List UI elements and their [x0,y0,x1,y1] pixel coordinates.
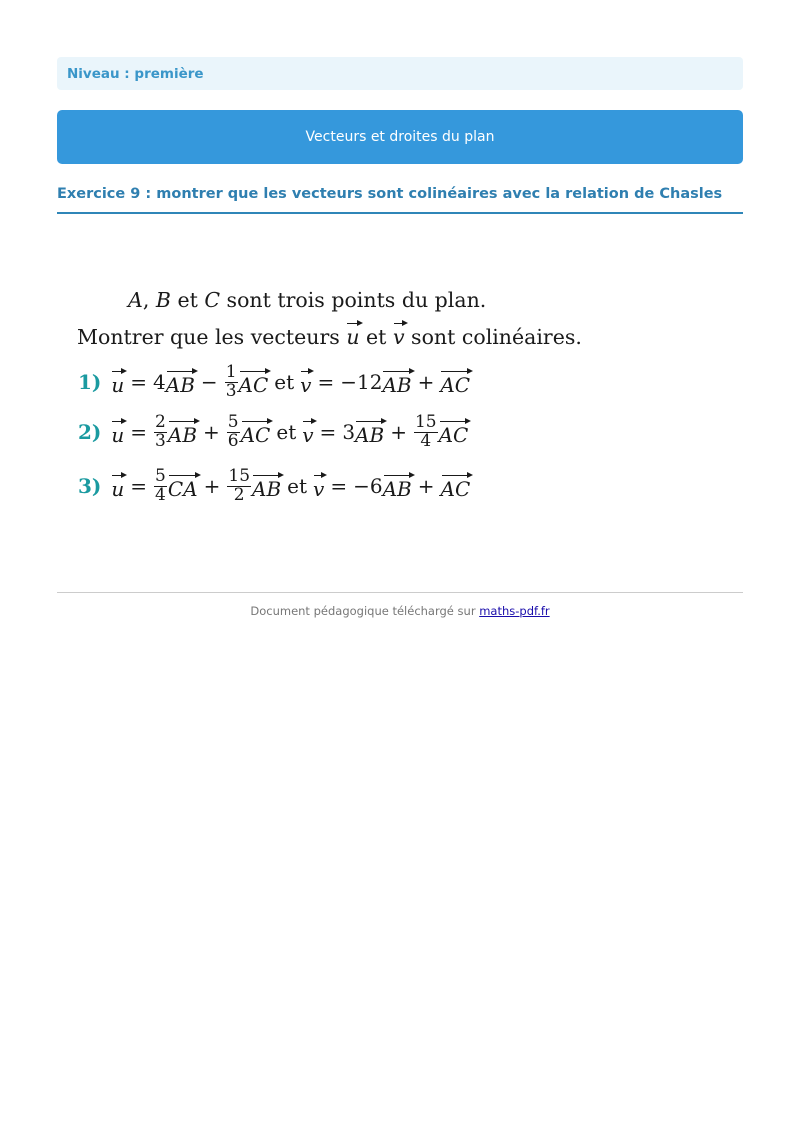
item-number: 2) [78,420,102,444]
footer [57,604,743,618]
item-number: 3) [78,474,102,498]
denominator: 4 [155,484,166,505]
fraction [225,361,238,401]
et-word: et [274,370,295,394]
vector-v: v [302,418,313,447]
vector-ca: CA [168,472,198,501]
level-label: Niveau : première [57,57,743,90]
equals-sign: = [330,474,348,498]
exercise-title: Exercice 9 : montrer que les vecteurs sont colinéaires avec la relation de Chasles [57,186,743,214]
vector-ab: AB [166,368,195,397]
fraction [414,411,438,451]
fraction [154,411,167,451]
vector-ac: AC [241,418,271,447]
operator: − [200,370,218,394]
vector-ac: AC [441,472,471,501]
point-c: C [204,288,221,312]
denominator: 3 [155,430,166,451]
vector-ab: AB [382,368,411,397]
vector-ac: AC [239,368,269,397]
fraction [227,411,240,451]
equals-sign: = [317,370,335,394]
equals-sign: = [130,420,148,444]
point-a: A [128,288,143,312]
vector-v: v [313,472,324,501]
operator: + [203,420,220,444]
operator: + [417,474,435,498]
numerator: 15 [414,411,437,432]
point-b: B [155,288,171,312]
et-word: et [276,420,297,444]
vector-ab: AB [168,418,197,447]
operator: + [417,370,435,394]
denominator: 6 [227,430,239,451]
vector-ab: AB [383,472,412,501]
footer-text: Document pédagogique téléchargé sur [250,604,480,618]
vector-ac: AC [439,418,469,447]
numerator: 15 [228,465,251,486]
footer-divider [57,592,743,593]
vector-ab: AB [252,472,281,501]
intro-line-1 [128,288,486,312]
fraction [154,465,167,505]
coefficient: −12 [340,370,383,394]
intro-line-2 [77,320,582,349]
vector-u: u [111,418,124,447]
intro-rest: sont trois points du plan. [220,288,487,312]
denominator: 2 [233,484,245,505]
equals-sign: = [319,420,337,444]
fraction [227,465,251,505]
exercise-statement [60,280,660,520]
coefficient: 4 [153,370,166,394]
chapter-banner: Vecteurs et droites du plan [57,110,743,164]
item-3 [78,462,470,510]
intro2-after: sont colinéaires. [404,325,582,349]
operator: + [203,474,221,498]
intro2-before: Montrer que les vecteurs [77,325,347,349]
et-word: et [287,474,308,498]
vector-v: v [393,320,405,349]
equals-sign: = [130,474,148,498]
vector-ac: AC [440,368,470,397]
vector-u: u [111,368,124,397]
vector-u: u [346,320,359,349]
numerator: 5 [227,411,239,432]
intro-et: et [170,288,205,312]
coefficient: −6 [353,474,383,498]
item-1 [78,358,470,406]
vector-u: u [111,472,124,501]
footer-link[interactable]: maths-pdf.fr [479,604,550,618]
vector-v: v [300,368,311,397]
numerator: 2 [155,411,166,432]
intro2-mid: et [359,325,393,349]
vector-ab: AB [355,418,384,447]
equals-sign: = [130,370,148,394]
denominator: 3 [225,380,237,401]
denominator: 4 [420,430,432,451]
operator: + [390,420,407,444]
coefficient: 3 [342,420,356,444]
item-2 [78,408,468,456]
item-number: 1) [78,370,102,394]
intro-comma: , [142,288,156,312]
numerator: 1 [225,361,237,382]
numerator: 5 [155,465,166,486]
